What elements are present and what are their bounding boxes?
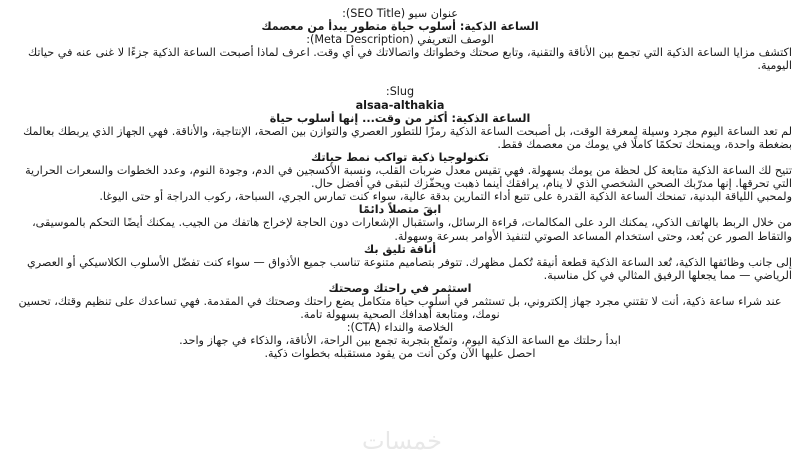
meta-description-label: الوصف التعريفي (Meta Description): bbox=[306, 33, 494, 47]
section-heading-connect: ابقَ متصلاً دائمًا bbox=[358, 203, 442, 217]
tech-paragraph-1: تتيح لك الساعة الذكية متابعة كل لحظة من يومك بسهولة. فهي تقيس معدل ضربات القلب، ونسبة الأكسجين في الدم، وجودة النوم، وعدد الخطوات والسعرات الحرارية التي تحرقها. إنها مدرّبك الصحي الشخصي الذي لا ينام، يرافقك أينما ذهبت ويحفّزك لتبقى في أفضل حال. bbox=[25, 164, 792, 191]
document bbox=[8, 7, 792, 360]
khamsat-watermark: خمسات bbox=[361, 427, 443, 455]
slug-value: alsaa-althakia bbox=[355, 98, 445, 112]
seo-title: الساعة الذكية: أسلوب حياة متطور يبدأ من معصمك bbox=[261, 20, 539, 34]
seo-title-label: عنوان سيو (SEO Title): bbox=[342, 7, 458, 20]
meta-description: اكتشف مزايا الساعة الذكية التي تجمع بين الأناقة والتقنية، وتابع صحتك وخطواتك واتصالاتك في أي وقت. اعرف لماذا أصبحت الساعة الذكية جزءًا لا غنى عنه في حياتك اليومية. bbox=[27, 46, 792, 73]
section-heading-tech: تكنولوجيا ذكية تواكب نمط حياتك bbox=[310, 150, 490, 164]
section-heading-style: أناقة تليق بك bbox=[363, 242, 437, 256]
cta-label: الخلاصة والنداء (CTA): bbox=[346, 321, 454, 335]
tech-paragraph-2: ولمحبي اللياقة البدنية، تمنحك الساعة الذكية القدرة على تتبع أداء التمارين بدقة عالية، سواء كنت تمارس الجري، السباحة، ركوب الدراجة أو حتى اليوغا. bbox=[99, 190, 792, 204]
section-heading-invest: استثمر في راحتك وصحتك bbox=[328, 281, 472, 295]
invest-paragraph: عند شراء ساعة ذكية، أنت لا تقتني مجرد جهاز إلكتروني، بل تستثمر في أسلوب حياة متكامل يضع راحتك وصحتك في المقدمة. فهي تساعدك على تنظيم وقتك، تحسين نومك، ومتابعة أهدافك الصحية بسهولة تامة. bbox=[18, 294, 782, 322]
article-heading: الساعة الذكية: أكثر من وقت... إنها أسلوب حياة bbox=[269, 111, 531, 125]
cta-line-1: ابدأ رحلتك مع الساعة الذكية اليوم، وتمتّع بتجربة تجمع بين الراحة، الأناقة، والذكاء في جهاز واحد. bbox=[179, 334, 621, 348]
style-paragraph: إلى جانب وظائفها الذكية، تُعد الساعة الذكية قطعة أنيقة تُكمل مظهرك. تتوفر بتصاميم متنوعة تناسب جميع الأذواق — سواء كنت تفضّل الأسلوب الكلاسيكي أو العصري الرياضي — مما يجعلها الرفيق المثالي في كل مناسبة. bbox=[26, 255, 792, 282]
intro-paragraph: لم تعد الساعة اليوم مجرد وسيلة لمعرفة الوقت، بل أصبحت الساعة الذكية رمزًا للتطور العصري والتوازن بين الصحة، الإنتاجية، والأناقة. فهي الجهاز الذي يربطك بعالمك بضغطة واحدة، ويمنحك تحكمًا كاملًا في يومك من معصمك فقط. bbox=[23, 124, 792, 151]
cta-line-2: احصل عليها الآن وكن أنت من يقود مستقبله بخطوات ذكية. bbox=[264, 347, 536, 361]
connect-paragraph: من خلال الربط بالهاتف الذكي، يمكنك الرد على المكالمات، قراءة الرسائل، واستقبال الإشعارات دون الحاجة لإخراج هاتفك من الجيب. يمكنك أيضًا التحكم بالموسيقى، والتقاط الصور عن بُعد، وحتى استخدام المساعد الصوتي لتنفيذ الأوامر بسرعة وسهولة. bbox=[32, 216, 792, 243]
slug-label: Slug: bbox=[385, 85, 415, 99]
